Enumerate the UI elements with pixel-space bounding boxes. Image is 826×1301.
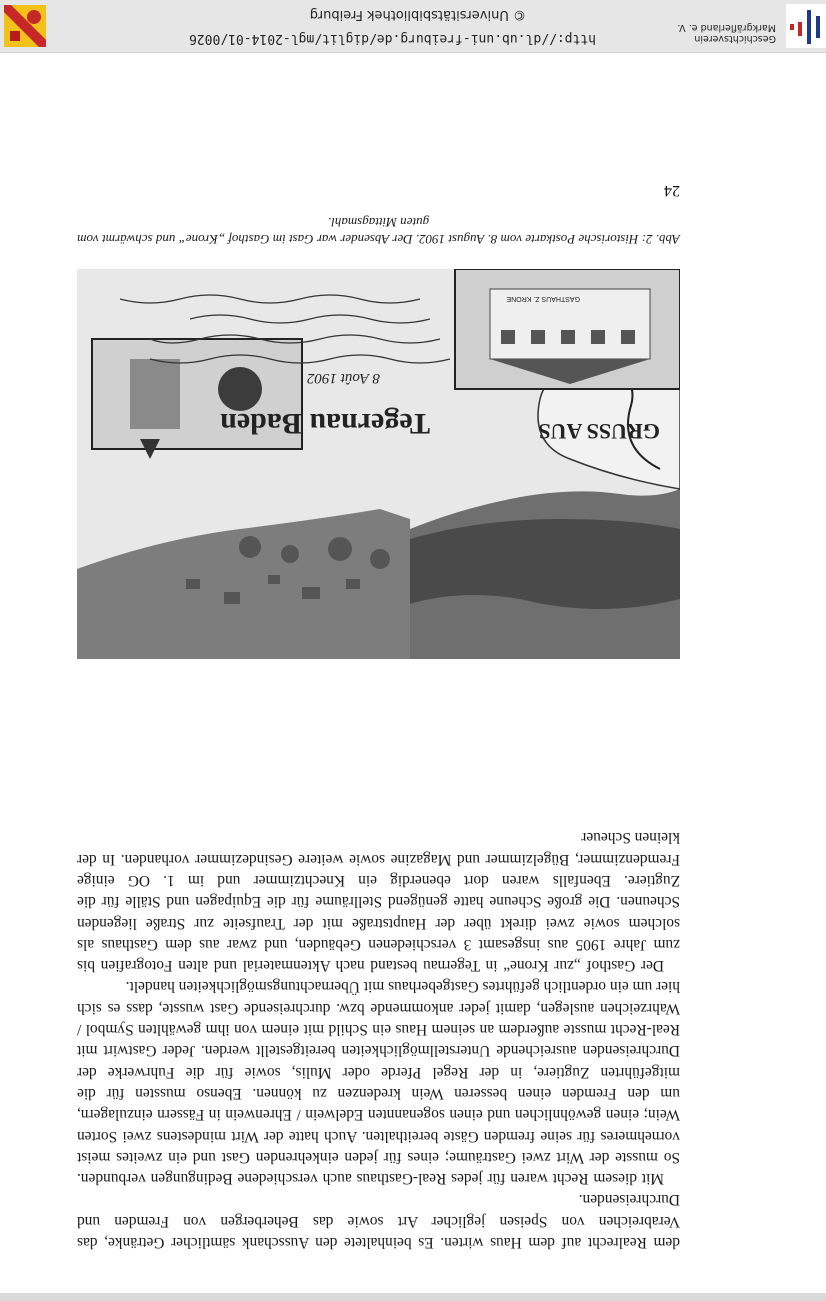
figure-caption: Abb. 2: Historische Postkarte vom 8. August 1902. Der Absender war Gast im Gasthof „Krone“ und schwärmt vom guten Mittagsmahl. xyxy=(77,215,680,247)
postcard-greeting: GRUSS AUS xyxy=(538,419,660,444)
society-name xyxy=(666,22,776,44)
society-line-1: Geschichtsverein xyxy=(694,33,776,44)
document-page xyxy=(0,53,826,1293)
page-number: 24 xyxy=(664,182,680,199)
postcard-date: 8 Août 1902 xyxy=(306,370,380,386)
postcard-inn-sign: GASTHAUS Z. KRONE xyxy=(506,295,580,302)
viewer-footer-bar xyxy=(0,0,826,53)
historic-postcard-image xyxy=(77,269,680,659)
paragraph-3: Der Gasthof „zur Krone“ in Tegernau bestand nach Aktenmaterial und alten Fotografien bis zum Jahre 1905 aus insgesamt 3 verschiedenen Gebäuden, und zwar aus dem Gasthaus als solchem sowie zwei direkt über der Hauptstraße mit der Traufseite zur Straße liegenden Scheunen. Die große Scheune hatte genügend Stellräume für die Equipagen und Ställe für die Zugtiere. Ebenfalls waren dort ebenerdig ein Knechtzimmer und im 1. OG einige Fremdenzimmer, Bügelzimmer und Magazine sowie weitere Gesindezimmer vorhanden. In der kleinen Scheuer xyxy=(77,829,680,975)
document-url[interactable]: http://dl.ub.uni-freiburg.de/diglit/mgl-2014-01/0026 xyxy=(189,31,596,46)
copyright-text: © Universitätsbibliothek Freiburg xyxy=(309,7,526,22)
university-library-logo-icon xyxy=(786,4,826,48)
society-coat-of-arms-icon xyxy=(4,5,46,47)
paragraph-2: Mit diesem Recht waren für jedes Real-Gasthaus auch verschiedene Bedingungen verbunden. So musste der Wirt zwei Gasträume; eines für jeden einkehrenden Gast und ein zweites meist vornehmeres für seine fremden Gäste bereithalten. Auch hatte der Wirt mindestens zwei Sorten Wein; einen gewöhnlichen und einen sogenannten Edelwein / Ehrenwein in Fässern einzulagern, um den Fremden einen besseren Wein kredenzen zu können. Ebenso mussten für die mitgeführten Zugtiere, in der Regel Pferde oder Mulis, sowie für die Fuhrwerke der Durchreisenden ausreichende Unterstellmöglichkeiten bereitgestellt werden. Jeder Gastwirt mit Real-Recht musste außerdem an seinem Haus ein Schild mit einem von ihm gewählten Symbol / Wahrzeichen auslegen, damit jeder ankommende bzw. durchreisende Gast wusste, dass es sich hier um ein ordentlich geführtes Gastgeberhaus mit Übernachtungsmöglichkeiten handelt. xyxy=(77,978,680,1188)
body-text xyxy=(77,827,680,1253)
paragraph-1: dem Realrecht auf dem Haus wirten. Es beinhaltete den Ausschank sämtlicher Getränke, das Verabreichen von Speisen jeglicher Art sowie das Beherbergen von Fremden und Durchreisenden. xyxy=(77,1191,680,1251)
viewer-top-strip xyxy=(0,1293,826,1301)
postcard-town: Tegernau Baden xyxy=(220,407,430,440)
society-line-2: Markgräflerland e. V. xyxy=(677,22,776,33)
